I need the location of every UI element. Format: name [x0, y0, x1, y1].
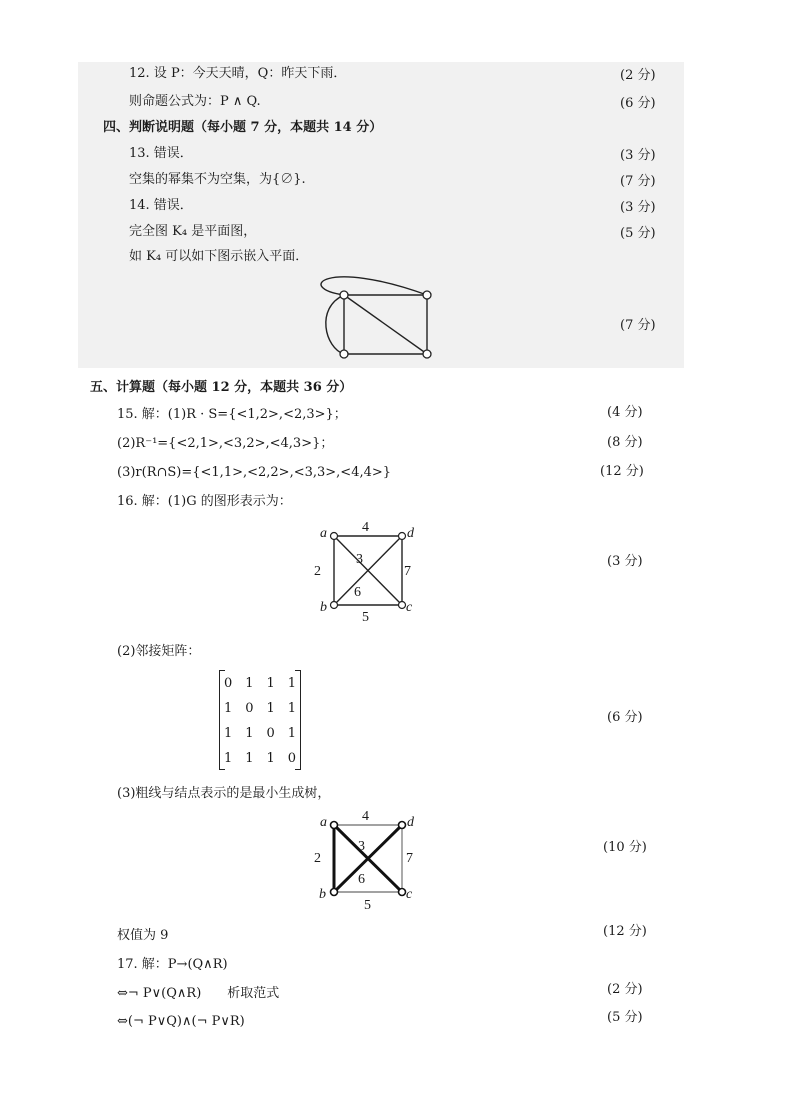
- matrix-cell: 1: [287, 726, 296, 741]
- edge-weight-bd: 3: [356, 552, 363, 567]
- q14-explanation: 完全图 K₄ 是平面图，: [129, 224, 257, 239]
- matrix-cell: 1: [245, 751, 254, 766]
- edge-weight-ab: 2: [314, 851, 321, 866]
- matrix-row: [224, 676, 296, 692]
- section-4-heading: 四、判断说明题（每小题 7 分，本题共 14 分）: [103, 120, 383, 135]
- edge-weight-ad: 4: [362, 809, 369, 824]
- matrix-cell: 1: [266, 751, 275, 766]
- edge-weight-dc: 7: [406, 851, 413, 866]
- matrix-cell: 0: [245, 701, 254, 716]
- score: (6 分): [620, 96, 656, 111]
- score: (12 分): [600, 464, 644, 479]
- score: (7 分): [620, 318, 656, 333]
- edge-weight-ab: 2: [314, 564, 321, 579]
- matrix-cell: 1: [266, 701, 275, 716]
- score: (5 分): [607, 1010, 643, 1025]
- score: (2 分): [607, 982, 643, 997]
- edge-weight-ac: 6: [358, 872, 365, 887]
- q17-step2: ⇔(¬ P∨Q)∧(¬ P∨R): [117, 1014, 245, 1029]
- matrix-cell: 1: [287, 701, 296, 716]
- section-5-heading: 五、计算题（每小题 12 分，本题共 36 分）: [90, 380, 353, 395]
- matrix-cell: 1: [224, 726, 233, 741]
- q17-line: 17. 解：P→(Q∧R): [117, 957, 228, 972]
- adjacency-matrix: [219, 670, 301, 770]
- matrix-cell: 1: [245, 676, 254, 691]
- q15-part3: (3)r(R∩S)={<1,1>,<2,2>,<3,3>,<4,4>}: [117, 465, 392, 480]
- matrix-cell: 1: [287, 676, 296, 691]
- q16-part3: (3)粗线与结点表示的是最小生成树，: [117, 786, 331, 801]
- score: (3 分): [620, 148, 656, 163]
- vertex-label-a: a: [320, 526, 327, 541]
- edge-weight-bc: 5: [362, 610, 369, 625]
- q12-formula: 则命题公式为：P ∧ Q.: [129, 94, 261, 109]
- edge-weight-bd: 3: [358, 839, 365, 854]
- score: (4 分): [607, 405, 643, 420]
- matrix-cell: 0: [266, 726, 275, 741]
- score: (3 分): [620, 200, 656, 215]
- q14-embedding-text: 如 K₄ 可以如下图示嵌入平面．: [129, 249, 309, 264]
- edge-weight-bc: 5: [364, 898, 371, 913]
- vertex-label-d: d: [407, 815, 414, 830]
- score: (12 分): [603, 924, 647, 939]
- score: (3 分): [607, 554, 643, 569]
- graph-g: [310, 518, 430, 628]
- matrix-cell: 0: [224, 676, 233, 691]
- vertex-label-a: a: [320, 815, 327, 830]
- matrix-row: [224, 726, 296, 742]
- vertex-label-b: b: [319, 887, 326, 902]
- q14-line: 14. 错误．: [129, 198, 193, 213]
- q16-part1: 16. 解：(1)G 的图形表示为：: [117, 494, 292, 509]
- vertex-label-c: c: [406, 887, 413, 902]
- q13-line: 13. 错误．: [129, 146, 193, 161]
- k4-planar-embedding: [315, 278, 435, 373]
- q16-part2: (2)邻接矩阵：: [117, 644, 201, 659]
- q13-explanation: 空集的幂集不为空集，为{∅}.: [129, 172, 306, 187]
- matrix-row: [224, 751, 296, 767]
- vertex-label-b: b: [320, 600, 327, 615]
- q12-line: 12. 设 P：今天天晴，Q：昨天下雨．: [129, 66, 347, 81]
- mst-weight: 权值为 9: [117, 928, 169, 943]
- matrix-cell: 1: [266, 676, 275, 691]
- q15-part1: 15. 解：(1)R · S={<1,2>,<2,3>}；: [117, 407, 347, 422]
- score: (2 分): [620, 68, 656, 83]
- matrix-cell: 0: [287, 751, 296, 766]
- q15-part2: (2)R⁻¹={<2,1>,<3,2>,<4,3>}；: [117, 436, 334, 451]
- matrix-row: [224, 701, 296, 717]
- edge-weight-ac: 6: [354, 585, 361, 600]
- score: (8 分): [607, 435, 643, 450]
- score: (5 分): [620, 226, 656, 241]
- matrix-cell: 1: [224, 701, 233, 716]
- edge-weight-dc: 7: [404, 564, 411, 579]
- q17-step1: ⇔¬ P∨(Q∧R) 析取范式: [117, 986, 280, 1001]
- edge-weight-ad: 4: [362, 520, 369, 535]
- minimum-spanning-tree-graph: [310, 808, 435, 913]
- vertex-label-d: d: [407, 526, 414, 541]
- matrix-cell: 1: [245, 726, 254, 741]
- score: (7 分): [620, 174, 656, 189]
- matrix-cell: 1: [224, 751, 233, 766]
- score: (10 分): [603, 840, 647, 855]
- vertex-label-c: c: [406, 600, 413, 615]
- score: (6 分): [607, 710, 643, 725]
